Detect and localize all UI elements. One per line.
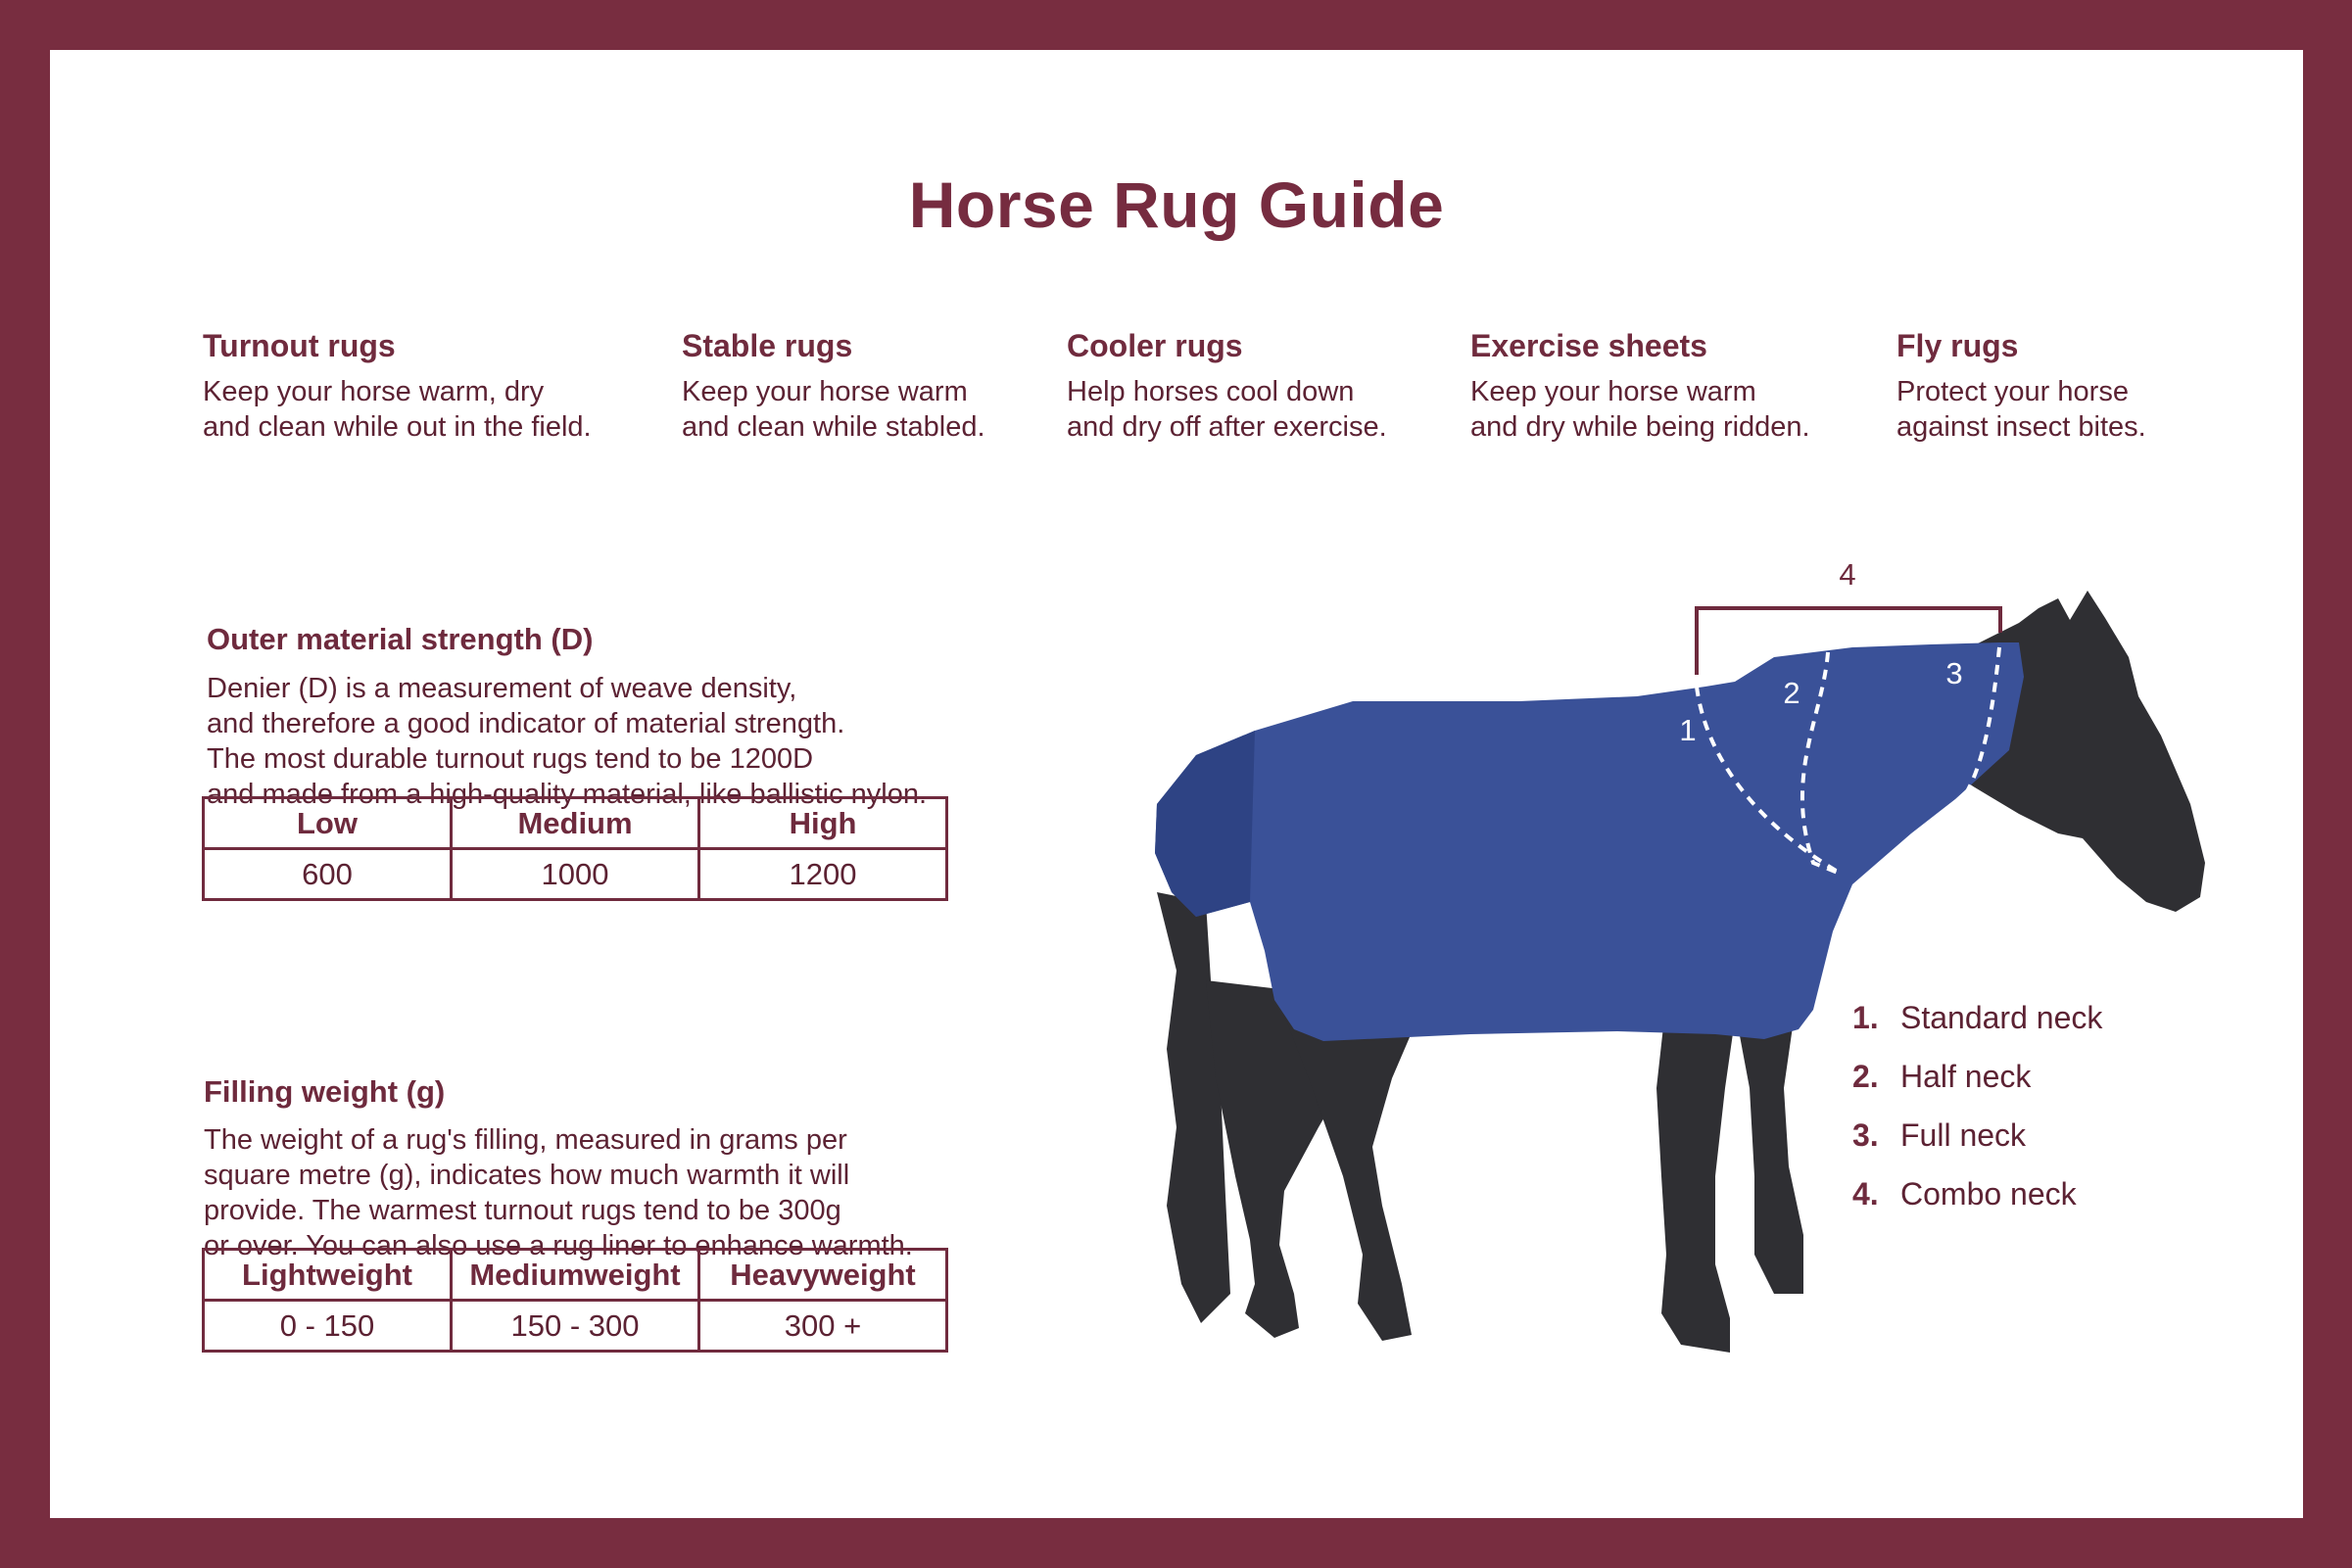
diagram-label-2: 2 [1783, 676, 1800, 710]
legend-item: 1. Standard neck [1852, 999, 2103, 1035]
rug-flap [1155, 731, 1255, 917]
legend-item: 3. Full neck [1852, 1117, 2027, 1153]
guide-card [50, 50, 2303, 1518]
table-header: Heavyweight [699, 1250, 947, 1301]
table-cell: 600 [204, 849, 452, 900]
table-header: Lightweight [204, 1250, 452, 1301]
rug-type-name: Cooler rugs [1067, 328, 1243, 363]
diagram-label-3: 3 [1945, 656, 1963, 690]
filling-weight-description: The weight of a rug's filling, measured in grams per square metre (g), indicates how much warmth it will provide. The warmest turnout rugs tend to be 300g or over. You can also use a rug liner to enhance warmth. [204, 1124, 913, 1261]
rug-type-name: Fly rugs [1896, 328, 2019, 363]
rug-type-description: Protect your horse against insect bites. [1896, 376, 2146, 443]
rug-type-name: Stable rugs [682, 328, 853, 363]
table-header: Low [204, 798, 452, 849]
legend-item: 2. Half neck [1852, 1058, 2032, 1094]
neck-types-legend [1852, 988, 2102, 1223]
table-cell: 300 + [699, 1301, 947, 1352]
diagram-label-4: 4 [1839, 557, 1856, 592]
table-cell: 1000 [452, 849, 699, 900]
rug-type-description: Keep your horse warm, dry and clean while out in the field. [203, 376, 592, 443]
table-cell: 150 - 300 [452, 1301, 699, 1352]
rug-type-name: Exercise sheets [1470, 328, 1707, 363]
table-cell: 1200 [699, 849, 947, 900]
outer-material-description: Denier (D) is a measurement of weave density, and therefore a good indicator of material strength. The most durable turnout rugs tend to be 1200D and made from a high-quality material, like ballistic nylon. [207, 673, 928, 810]
filling-weight-heading: Filling weight (g) [204, 1074, 446, 1109]
outer-material-heading: Outer material strength (D) [207, 622, 594, 656]
diagram-label-1: 1 [1679, 713, 1697, 747]
table-cell: 0 - 150 [204, 1301, 452, 1352]
table-header: Medium [452, 798, 699, 849]
legend-item: 4. Combo neck [1852, 1175, 2077, 1212]
table-header: High [699, 798, 947, 849]
rug-type-description: Keep your horse warm and dry while being ridden. [1470, 376, 1810, 443]
rug-type-description: Help horses cool down and dry off after exercise. [1067, 376, 1387, 443]
rug-type-description: Keep your horse warm and clean while stabled. [682, 376, 985, 443]
rug-shape [1155, 642, 2024, 1041]
page-title: Horse Rug Guide [908, 168, 1445, 241]
rug-type-name: Turnout rugs [203, 328, 396, 363]
table-header: Mediumweight [452, 1250, 699, 1301]
horse-rug-diagram [50, 50, 2303, 1518]
